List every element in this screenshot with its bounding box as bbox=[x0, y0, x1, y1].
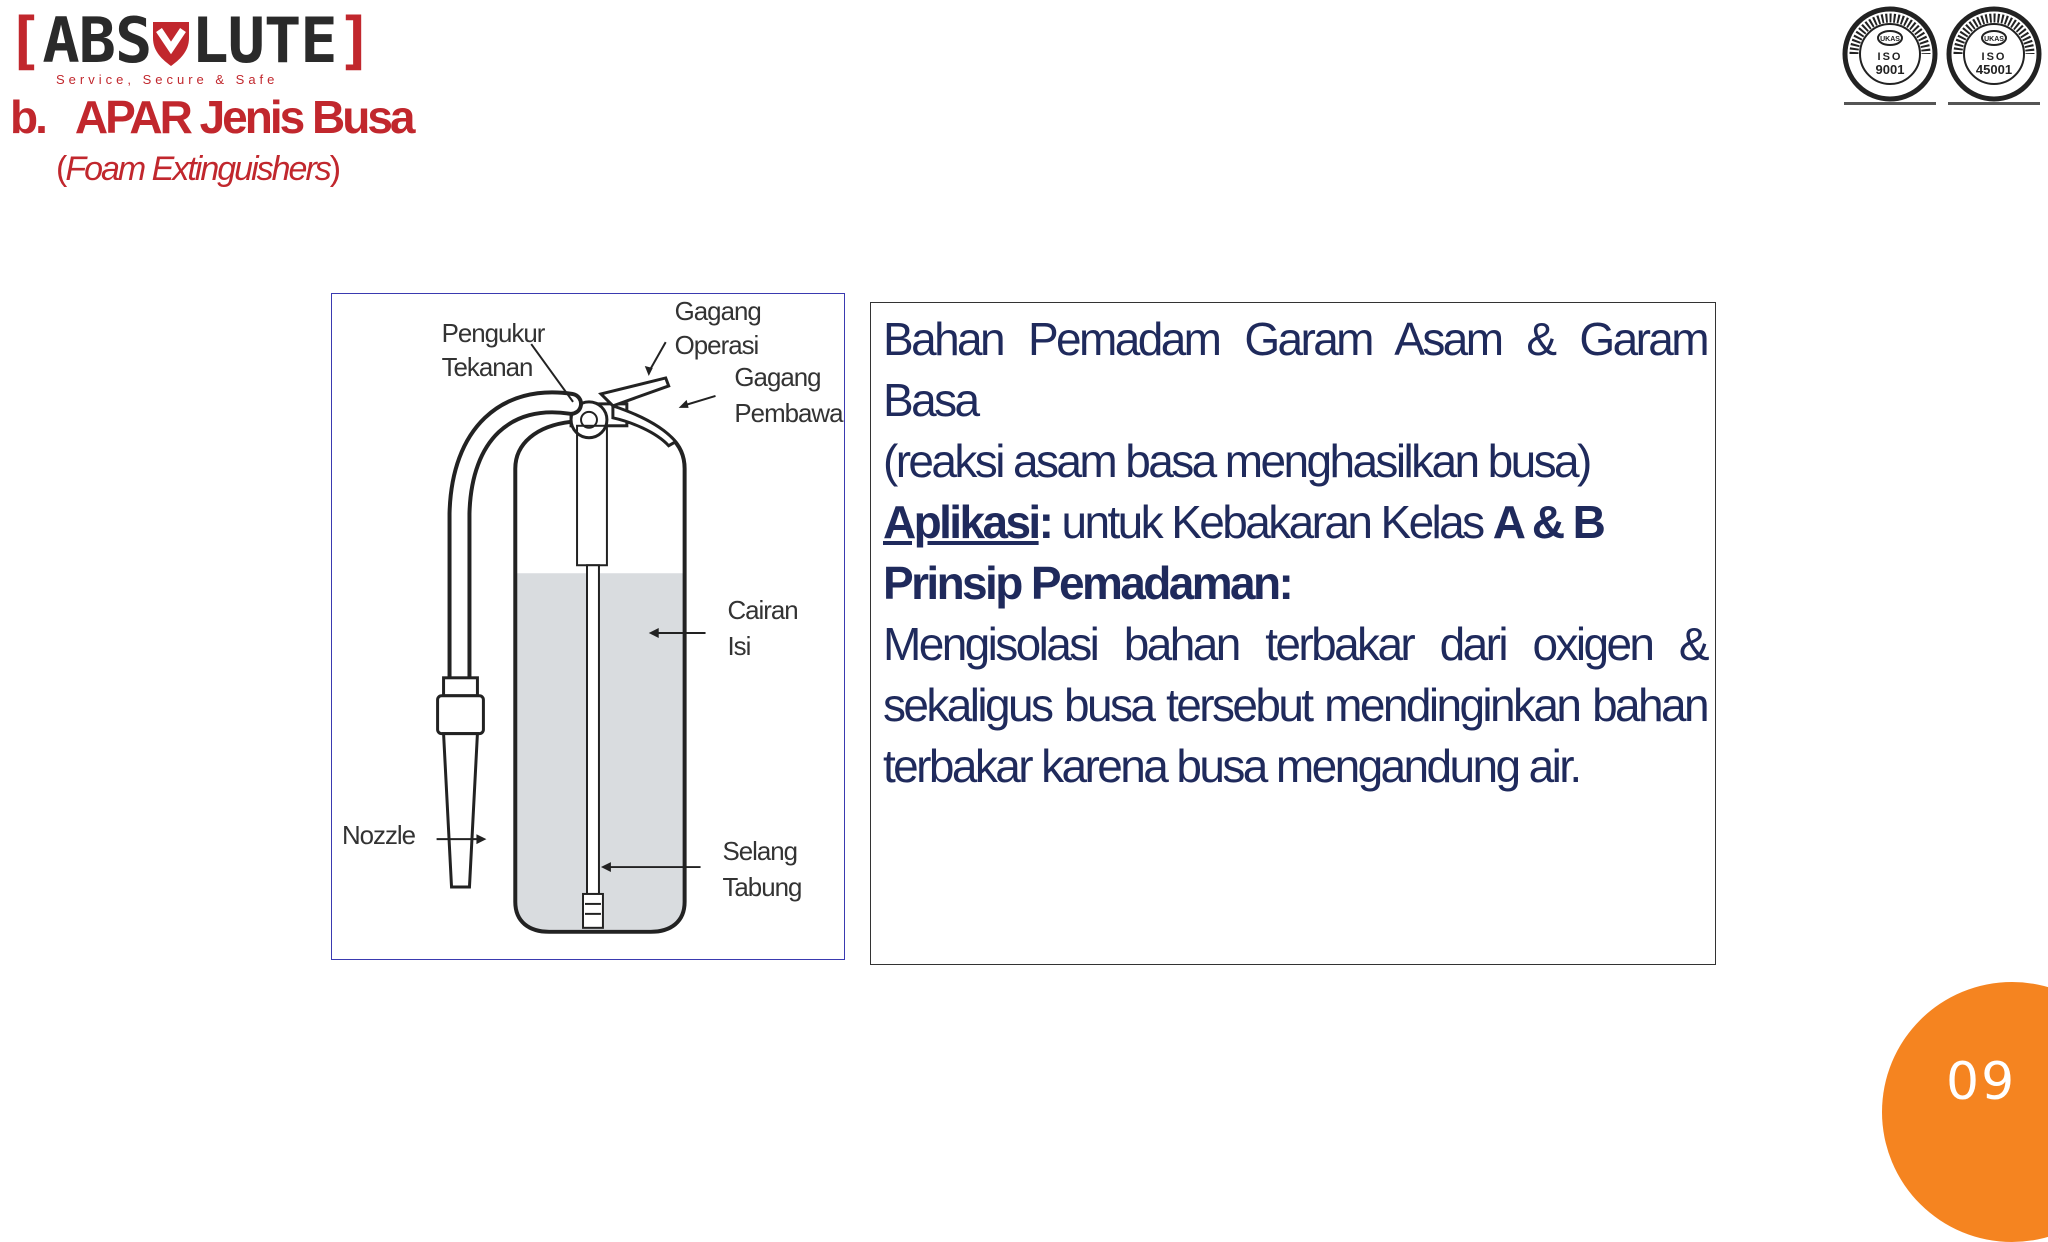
label-tekanan: Tekanan bbox=[441, 353, 533, 382]
slide-heading bbox=[10, 90, 413, 144]
page-number-badge bbox=[1882, 982, 2048, 1242]
label-nozzle: Nozzle bbox=[341, 822, 416, 851]
description-box bbox=[870, 302, 1716, 965]
label-pengukur: Pengukur bbox=[441, 320, 545, 349]
company-logo bbox=[6, 4, 373, 88]
badge-iso: ISO bbox=[1877, 51, 1903, 63]
label-selang: Selang bbox=[722, 838, 798, 867]
heading-title: APAR Jenis Busa bbox=[74, 91, 413, 143]
certification-badges bbox=[1840, 4, 2048, 112]
prinsip-text: Mengisolasi bahan terbakar dari oxigen & sekaligus busa tersebut mendinginkan bahan terbakar karena busa mengandung air. bbox=[883, 618, 1707, 792]
heading-marker: b. bbox=[10, 91, 45, 143]
aplikasi-label: Aplikasi bbox=[883, 496, 1039, 548]
extinguisher-illustration bbox=[332, 294, 844, 959]
badge-org: UKAS bbox=[1984, 36, 2004, 43]
logo-text-2: LUTE bbox=[191, 4, 337, 77]
label-cairan: Cairan bbox=[727, 597, 798, 626]
logo-bracket-left: [ bbox=[6, 4, 43, 77]
badge-iso: ISO bbox=[1981, 51, 2007, 63]
logo-bracket-right: ] bbox=[336, 4, 373, 77]
aplikasi-line bbox=[883, 492, 1707, 553]
logo-text-1: ABS bbox=[42, 4, 152, 77]
label-tabung: Tabung bbox=[722, 873, 802, 902]
reaksi-text: (reaksi asam basa menghasilkan busa) bbox=[883, 435, 1590, 487]
badge-org: UKAS bbox=[1880, 36, 1900, 43]
logo-tagline: Service, Secure & Safe bbox=[56, 72, 279, 87]
label-gagang-pembawa-2: Pembawa bbox=[734, 399, 843, 428]
label-gagang-operasi-2: Operasi bbox=[674, 332, 759, 361]
prinsip-heading: Prinsip Pemadaman: bbox=[883, 557, 1292, 609]
iso-45001-badge bbox=[1944, 4, 2044, 112]
shield-icon bbox=[151, 10, 191, 62]
badge-number: 45001 bbox=[1975, 62, 2013, 77]
logo-wordmark bbox=[6, 4, 373, 78]
subheading-paren-close: ) bbox=[329, 150, 340, 188]
extinguisher-diagram bbox=[331, 293, 845, 960]
label-gagang-pembawa-1: Gagang bbox=[734, 363, 821, 392]
subheading-paren-open: ( bbox=[56, 150, 66, 188]
label-gagang-operasi-1: Gagang bbox=[674, 298, 761, 327]
slide-subheading bbox=[56, 150, 339, 189]
page-number: 09 bbox=[1946, 1052, 2017, 1112]
label-isi: Isi bbox=[727, 632, 751, 661]
aplikasi-text: untuk Kebakaran Kelas bbox=[1051, 496, 1493, 548]
bahan-text: Bahan Pemadam Garam Asam & Garam Basa bbox=[883, 313, 1707, 426]
aplikasi-classes: A & B bbox=[1492, 496, 1604, 548]
subheading-text: Foam Extinguishers bbox=[65, 150, 330, 188]
badge-number: 9001 bbox=[1875, 62, 1905, 77]
iso-9001-badge bbox=[1840, 4, 1940, 112]
aplikasi-colon: : bbox=[1038, 496, 1052, 548]
